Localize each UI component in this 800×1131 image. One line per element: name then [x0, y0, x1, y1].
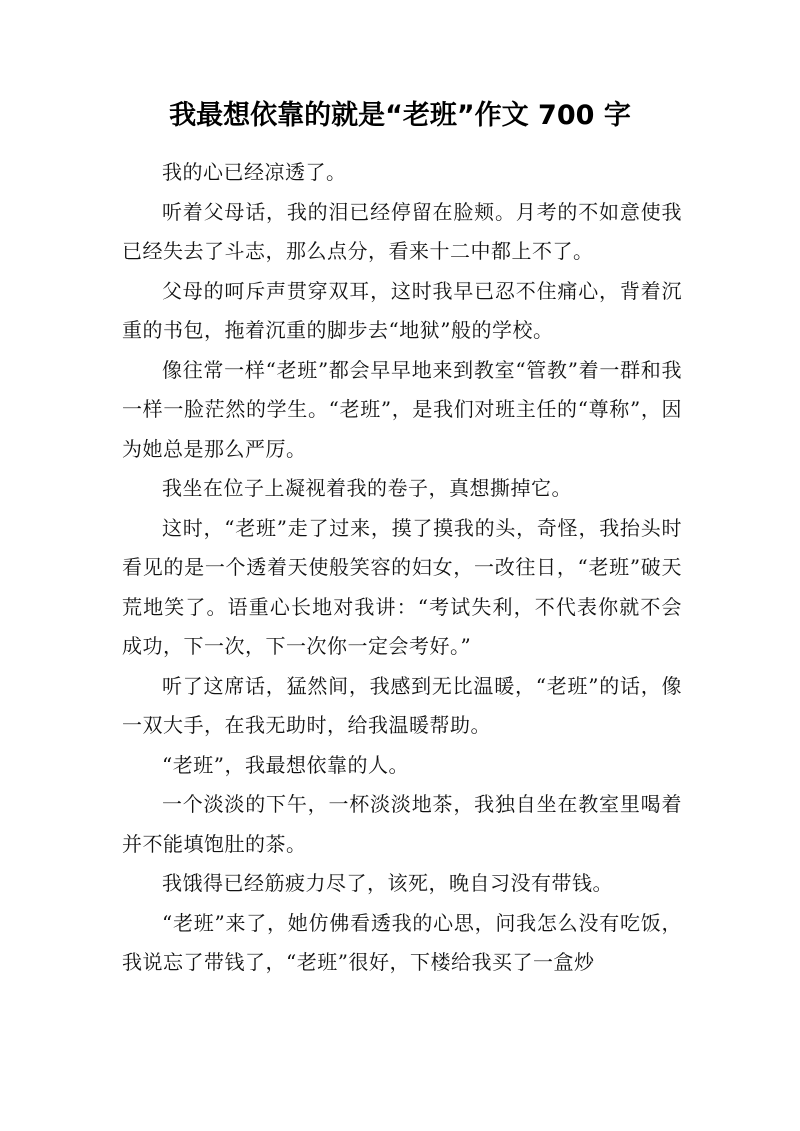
paragraph: 这时，“老班”走了过来，摸了摸我的头，奇怪，我抬头时看见的是一个透着天使般笑容的妇女，一改往日，“老班”破天荒地笑了。语重心长地对我讲：“考试失利，不代表你就不会成功，下一次，下一次你一定会考好。” — [122, 515, 682, 658]
essay-body — [122, 153, 682, 983]
paragraph: 像往常一样“老班”都会早早地来到教室“管教”着一群和我一样一脸茫然的学生。“老班”，是我们对班主任的“尊称”，因为她总是那么严厉。 — [122, 357, 682, 461]
paragraph: 我的心已经凉透了。 — [162, 160, 347, 184]
paragraph: “老班”，我最想依靠的人。 — [162, 752, 409, 777]
paragraph: 父母的呵斥声贯穿双耳，这时我早已忍不住痛心，背着沉重的书包，拖着沉重的脚步去“地狱”般的学校。 — [122, 278, 682, 342]
paragraph: 听着父母话，我的泪已经停留在脸颊。月考的不如意使我已经失去了斗志，那么点分，看来十二中都上不了。 — [122, 199, 682, 263]
paragraph: 我饿得已经筋疲力尽了，该死，晚自习没有带钱。 — [162, 871, 613, 895]
paragraph: 一个淡淡的下午，一杯淡淡地茶，我独自坐在教室里喝着并不能填饱肚的茶。 — [122, 792, 682, 856]
page-title: 我最想依靠的就是“老班”作文 700 字 — [169, 100, 631, 131]
paragraph: “老班”来了，她仿佛看透我的心思，问我怎么没有吃饭，我说忘了带钱了，“老班”很好，下楼给我买了一盒炒 — [122, 910, 682, 974]
paragraph: 我坐在位子上凝视着我的卷子，真想撕掉它。 — [162, 476, 572, 500]
paragraph: 听了这席话，猛然间，我感到无比温暖，“老班”的话，像一双大手，在我无助时，给我温暖帮助。 — [122, 673, 682, 737]
